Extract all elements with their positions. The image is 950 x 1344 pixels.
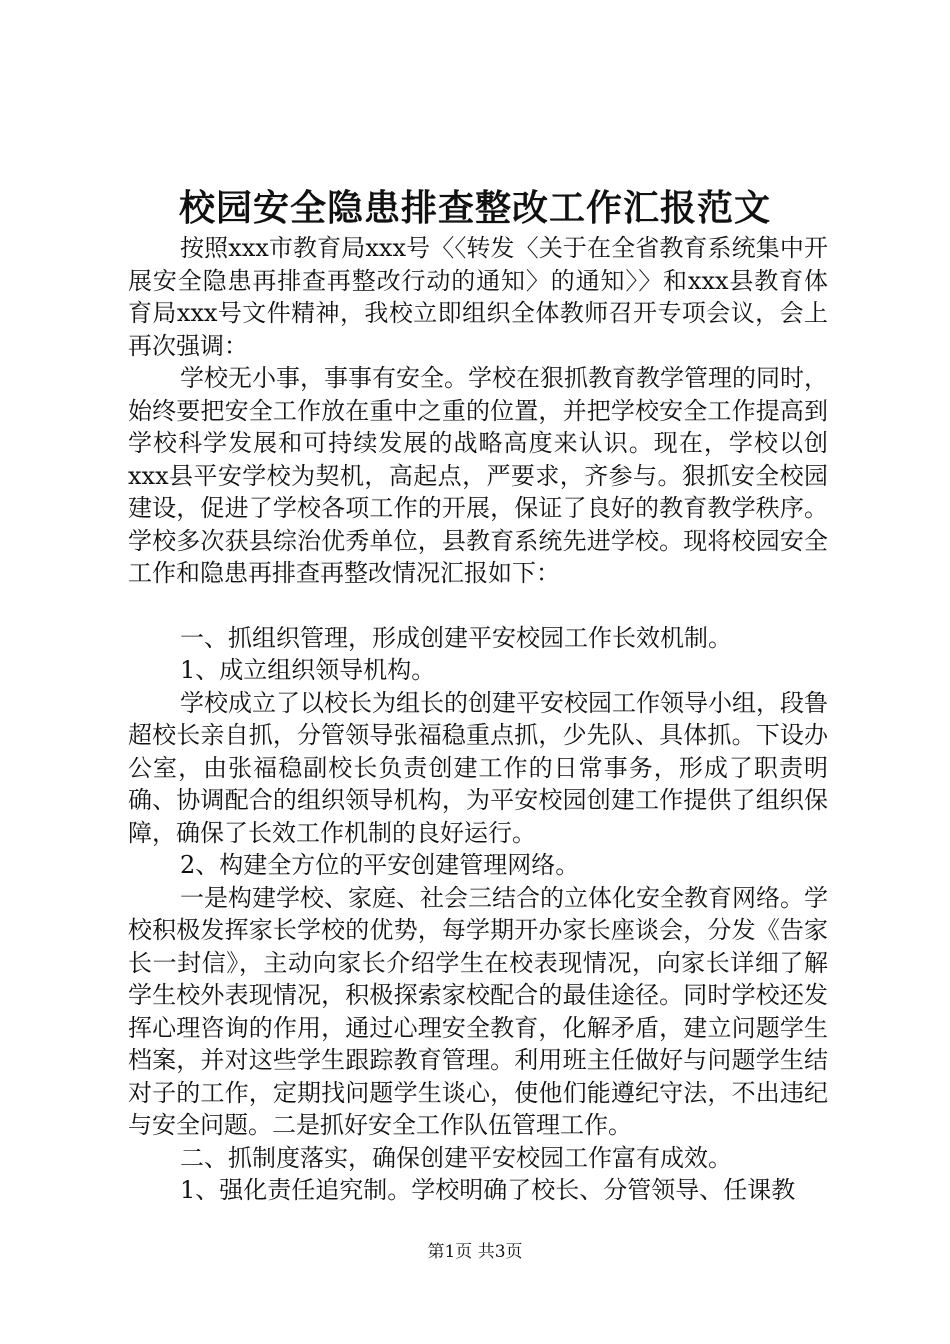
paragraph-intro: 按照xxx市教育局xxx号〈〈转发〈关于在全省教育系统集中开展安全隐患再排查再整改行动的通知〉的通知〉〉和xxx县教育体育局xxx号文件精神，我校立即组织全体教师召开专项会议，会上再次强调： [128, 234, 828, 360]
document-body [128, 232, 828, 1207]
paragraph-spacer [128, 590, 828, 622]
section-heading-1: 一、抓组织管理，形成创建平安校园工作长效机制。 [180, 623, 732, 652]
paragraph-leadership: 学校成立了以校长为组长的创建平安校园工作领导小组，段鲁超校长亲自抓，分管领导张福稳重点抓，少先队、具体抓。下设办公室，由张福稳副校长负责创建工作的日常事务，形成了职责明确、协调配合的组织领导机构，为平安校园创建工作提供了组织保障，确保了长效工作机制的良好运行。 [128, 688, 828, 847]
subheading-1-1: 1、成立组织领导机构。 [180, 656, 436, 684]
document-title: 校园安全隐患排查整改工作汇报范文 [178, 187, 771, 229]
paragraph-responsibility: 1、强化责任追究制。学校明确了校长、分管领导、任课教 [180, 1176, 796, 1204]
paragraph-overview: 学校无小事，事事有安全。学校在狠抓教育教学管理的同时，始终要把安全工作放在重中之重的位置，并把学校安全工作提高到学校科学发展和可持续发展的战略高度来认识。现在，学校以创xxx县平安学校为契机，高起点，严要求，齐参与。狠抓安全校园建设，促进了学校各项工作的开展，保证了良好的教育教学秩序。学校多次获县综治优秀单位，县教育系统先进学校。现将校园安全工作和隐患再排查再整改情况汇报如下： [128, 364, 828, 587]
section-heading-2: 二、抓制度落实，确保创建平安校园工作富有成效。 [180, 1143, 732, 1172]
page-number-footer: 第1页 共3页 [427, 1242, 523, 1262]
paragraph-network: 一是构建学校、家庭、社会三结合的立体化安全教育网络。学校积极发挥家长学校的优势，每学期开办家长座谈会，分发《告家长一封信》，主动向家长介绍学生在校表现情况，向家长详细了解学生校外表现情况，积极探索家校配合的最佳途径。同时学校还发挥心理咨询的作用，通过心理安全教育，化解矛盾，建立问题学生档案，并对这些学生跟踪教育管理。利用班主任做好与问题学生结对子的工作，定期找问题学生谈心，使他们能遵纪守法，不出违纪与安全问题。二是抓好安全工作队伍管理工作。 [128, 883, 828, 1139]
subheading-1-2: 2、构建全方位的平安创建管理网络。 [180, 851, 580, 879]
